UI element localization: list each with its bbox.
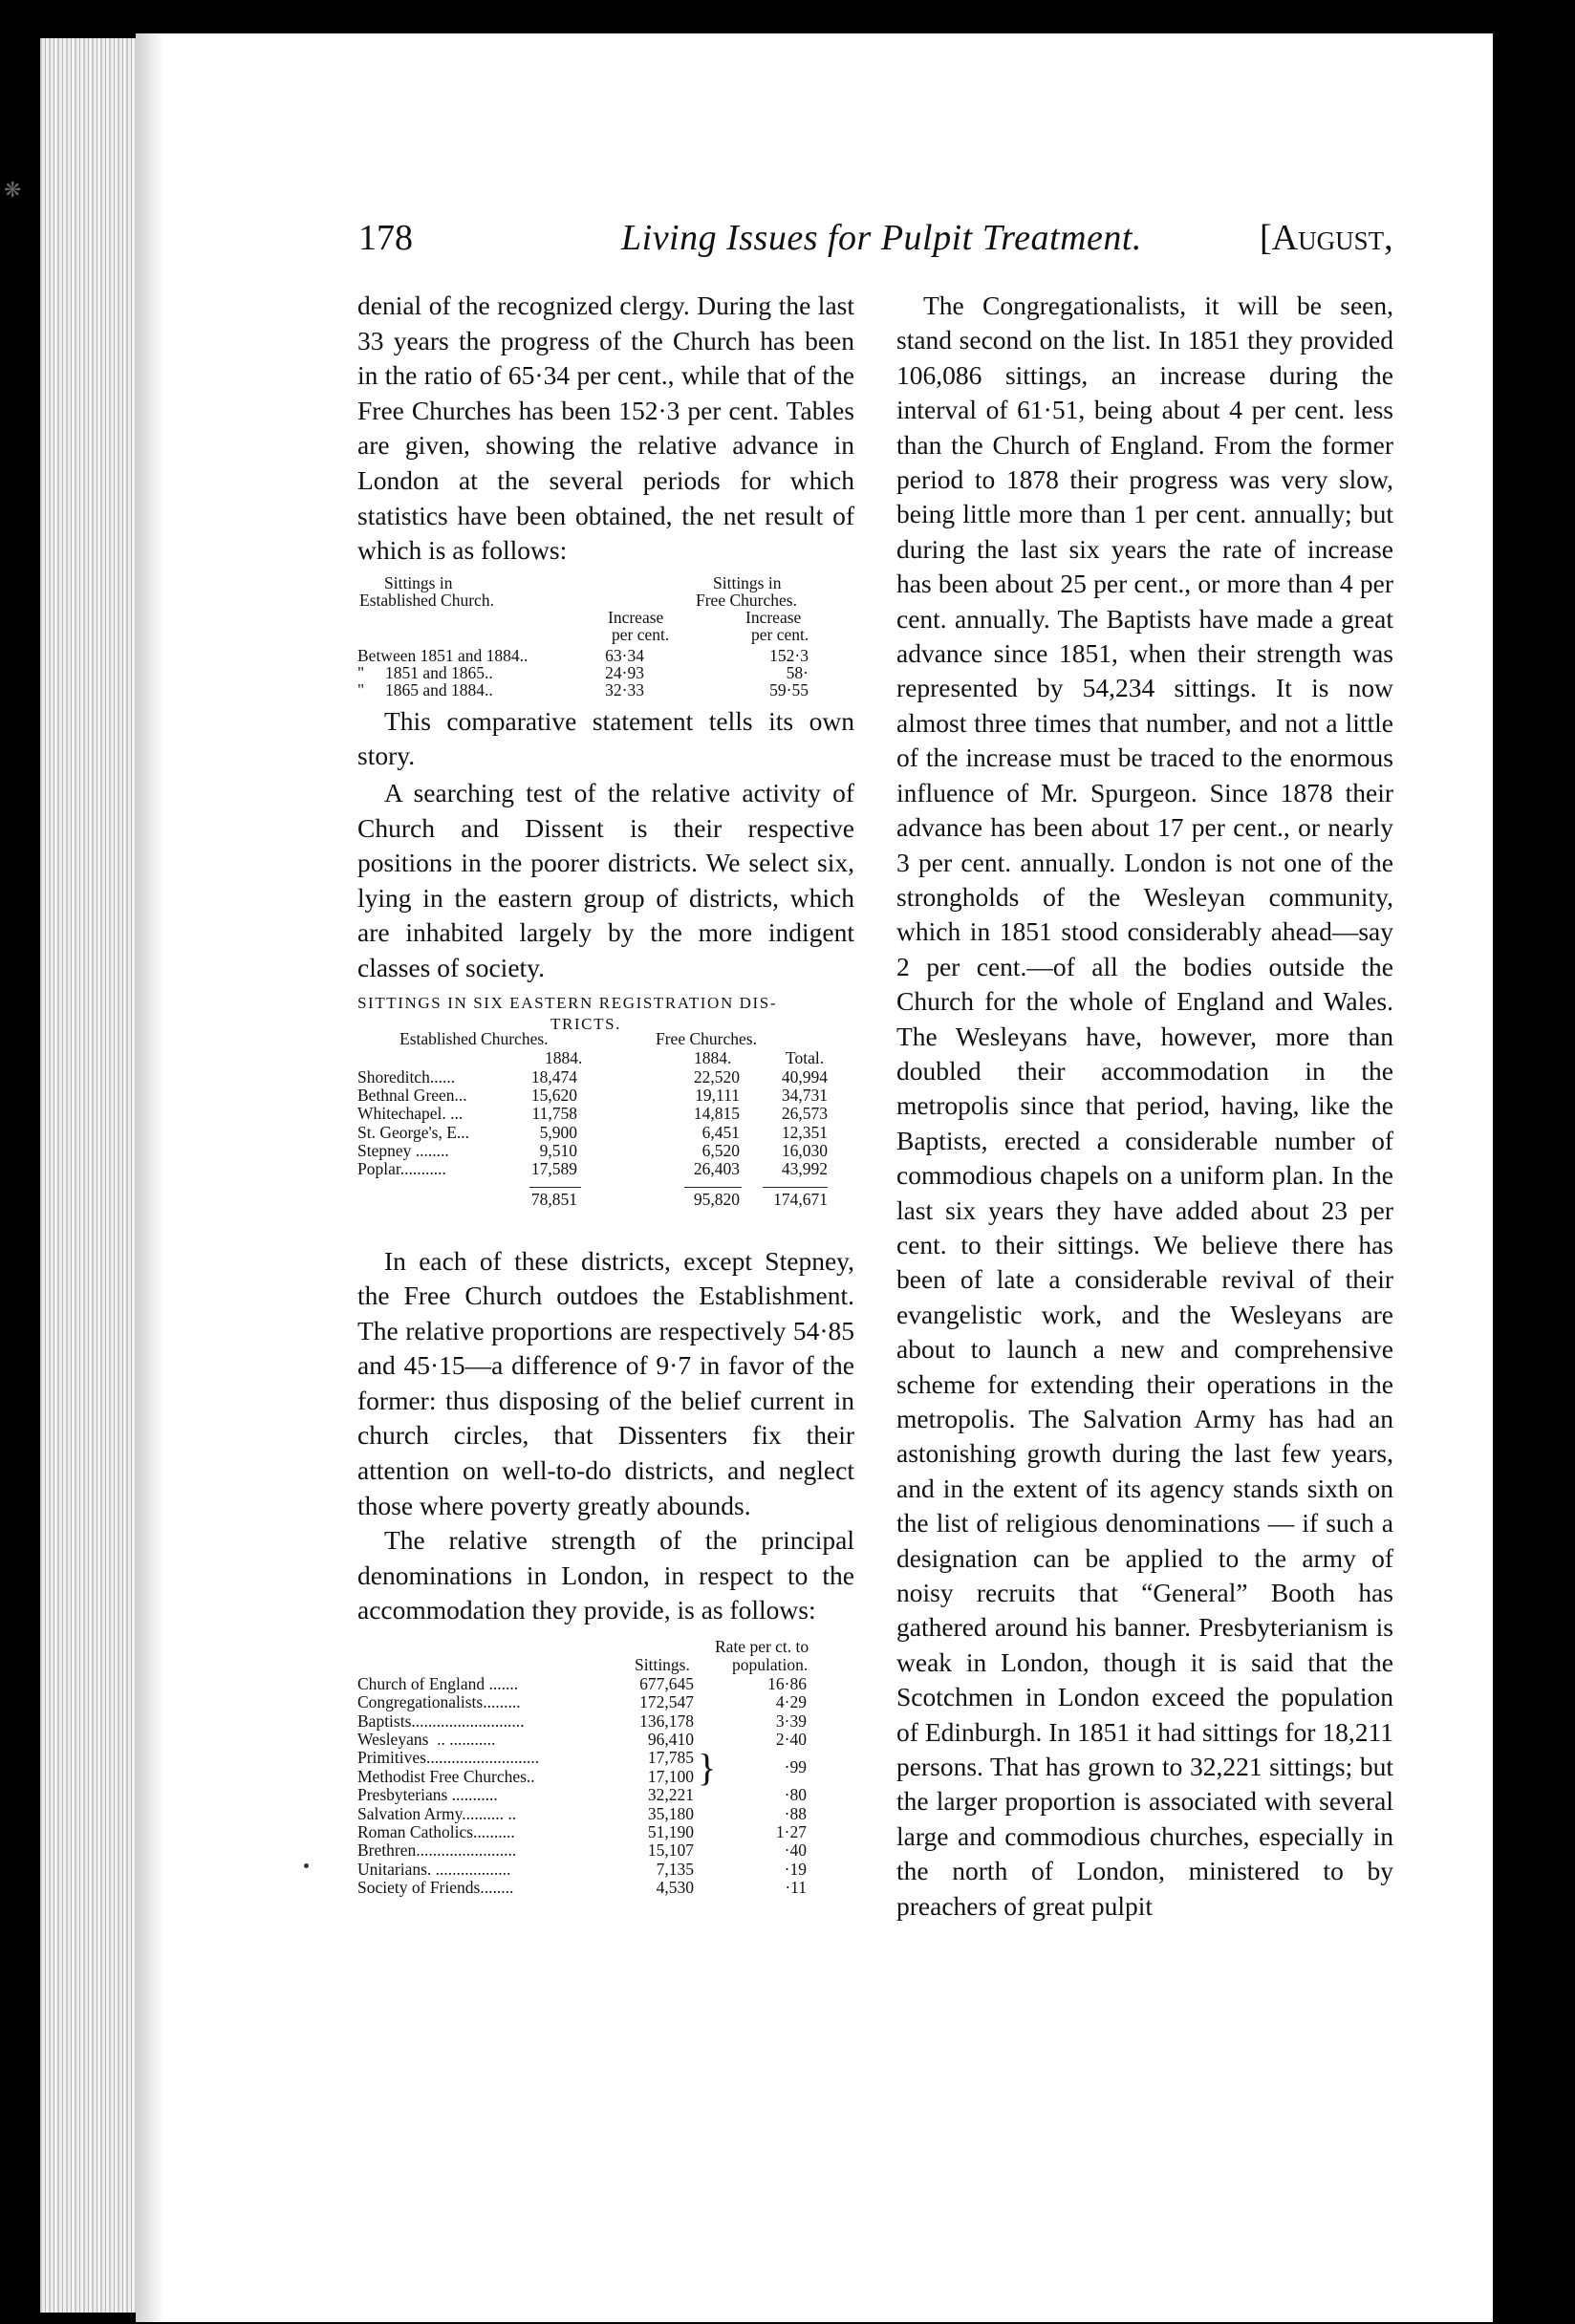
table-row — [357, 1068, 854, 1087]
table-row — [357, 1105, 854, 1123]
sum-rule — [529, 1187, 581, 1188]
table-head: Established Churches. — [399, 1028, 549, 1048]
cell: 6,520 — [701, 1141, 740, 1161]
row-value: 24·93 — [605, 662, 644, 682]
table-subhead: 1884. — [545, 1047, 583, 1067]
table-row — [357, 1693, 854, 1711]
table-head: Established Church. — [359, 590, 494, 610]
running-title: Living Issues for Pulpit Treatment. — [621, 218, 1142, 258]
table-head: Sittings in — [713, 572, 782, 592]
table-row — [357, 1823, 854, 1841]
cell: 11,758 — [531, 1104, 577, 1124]
denomination-name: Salvation Army.......... .. — [357, 1803, 517, 1823]
gutter-shadow — [136, 33, 164, 2322]
cell: ·40 — [784, 1840, 807, 1861]
table-subhead: Total. — [786, 1047, 825, 1067]
row-label: " 1865 and 1884.. — [357, 679, 493, 699]
table-head: population. — [732, 1655, 809, 1675]
cell: 34,731 — [781, 1085, 828, 1105]
district-name: Poplar........... — [357, 1159, 446, 1179]
table-title: TRICTS. — [550, 1014, 622, 1033]
left-column — [357, 289, 854, 1925]
cell: 17,100 — [647, 1766, 694, 1786]
table-row — [357, 1786, 854, 1804]
cell: 26,403 — [693, 1159, 740, 1179]
cell: 3·39 — [775, 1711, 807, 1731]
ink-speck — [304, 1863, 309, 1868]
denomination-name: Presbyterians ........... — [357, 1785, 498, 1805]
table-title: SITTINGS IN SIX EASTERN REGISTRATION DIS- — [357, 993, 778, 1012]
table-head: Free Churches. — [656, 1028, 757, 1048]
table-row — [357, 681, 854, 699]
district-name: Stepney ........ — [357, 1141, 449, 1161]
denomination-name: Brethren........................ — [357, 1840, 517, 1861]
cell: 26,573 — [781, 1104, 828, 1124]
cell: 2·40 — [775, 1729, 807, 1749]
cell: ·88 — [784, 1803, 807, 1823]
cell: ·11 — [785, 1878, 807, 1898]
table-row — [357, 1087, 854, 1105]
paragraph: The Congregationalists, it will be seen, stand second on the list. In 1851 they provided 106,086 sittings, an increase during the interval of 61·51, being about 4 per cent. less than the Church of England. From the former period to 1878 their progress was very slow, being little more than 1 per cent. annually; but during the last six years the rate of increase has been about 25 per cent., or more than 4 per cent. annually. The Baptists have made a great advance since 1851, when their strength was represented by 54,234 sittings. It is now almost three times that number, and not a little of the increase must be traced to the enormous influence of Mr. Spurgeon. Since 1878 their advance has been about 17 per cent., or nearly 3 per cent. annually. London is not one of the strongholds of the Wesleyan community, which in 1851 stood considerably ahead—say 2 per cent.—of all the bodies outside the Church for the whole of England and Wales. The Wesleyans have, however, more than doubled their accommodation in the metropolis since that period, having, like the Baptists, erected a considerable number of commodious chapels on a uniform plan. In the last six years they have added about 23 per cent. to their sittings. We believe there has been of late a considerable revival of their evangelistic work, and the Wesleyans are about to launch a new and comprehensive scheme for extending their operations in the metropolis. The Salvation Army has had an astonishing growth during the last few years, and in the extent of its agency stands sixth on the list of religious denominations — if such a designation can be applied to the army of noisy recruits that “General” Booth has gathered around his banner. Presbyterianism is weak in London, though it is said that the Scotchmen in London exceed the population of Edinburgh. In 1851 it had sittings for 18,211 persons. That has grown to 32,221 sittings; but the larger proportion is associated with several large and commodious churches, especially in the north of London, ministered to by preachers of great pulpit — [896, 290, 1393, 1921]
cell: 1·27 — [775, 1821, 807, 1841]
table-subhead: per cent. — [612, 624, 670, 644]
row-value: 58· — [786, 662, 809, 682]
cell: 96,410 — [647, 1729, 694, 1749]
table-row — [357, 1142, 854, 1160]
sum-rule — [684, 1187, 742, 1188]
page-number: 178 — [358, 218, 413, 258]
table-row — [357, 1861, 854, 1879]
table-head: Free Churches. — [696, 590, 797, 610]
cell: 6,451 — [701, 1122, 740, 1142]
table-head: Rate per ct. to — [715, 1637, 809, 1657]
cell: 32,221 — [647, 1785, 694, 1805]
paragraph: This comparative statement tells its own story. — [357, 705, 854, 771]
right-column — [896, 289, 1393, 1924]
paragraph: A searching test of the relative activity of Church and Dissent is their respective positions in the poorer districts. We select six, lying in the eastern group of districts, which are inhabited largely by the more indigent classes of society. — [357, 777, 854, 982]
table-row — [357, 647, 854, 664]
total-cell: 174,671 — [773, 1189, 828, 1209]
sum-rule — [763, 1187, 828, 1188]
cell: 136,178 — [639, 1711, 694, 1731]
cell: 5,900 — [539, 1122, 577, 1142]
table-row — [357, 1731, 854, 1749]
cell: 18,474 — [530, 1066, 577, 1087]
row-value: 152·3 — [769, 645, 809, 665]
district-name: Whitechapel. ... — [357, 1104, 464, 1124]
book-spine-edge — [40, 38, 136, 2313]
total-cell: 78,851 — [530, 1189, 577, 1209]
denomination-name: Unitarians. .................. — [357, 1859, 511, 1879]
denomination-name: Methodist Free Churches.. — [357, 1766, 535, 1786]
table-head: Sittings. — [635, 1655, 690, 1675]
section-label: [August, — [1260, 218, 1393, 258]
cell: 12,351 — [781, 1122, 828, 1142]
increase-table — [357, 574, 854, 702]
row-label: " 1851 and 1865.. — [357, 662, 493, 682]
denomination-name: Primitives........................... — [357, 1748, 540, 1768]
cell: ·80 — [784, 1785, 807, 1805]
row-value: 32·33 — [605, 679, 644, 699]
table-row — [357, 1124, 854, 1142]
cell: 172,547 — [639, 1692, 694, 1712]
table-row — [357, 1805, 854, 1823]
cell: 51,190 — [647, 1821, 694, 1841]
denomination-name: Baptists........................... — [357, 1711, 525, 1731]
cell: 15,620 — [530, 1085, 577, 1105]
denomination-name: Society of Friends........ — [357, 1878, 514, 1898]
cell: 22,520 — [693, 1066, 740, 1087]
table-subhead: Increase — [745, 607, 802, 627]
cell: 40,994 — [781, 1066, 828, 1087]
cell: 19,111 — [695, 1085, 740, 1105]
cell: 9,510 — [539, 1141, 577, 1161]
totals-row — [357, 1179, 854, 1208]
denomination-name: Roman Catholics.......... — [357, 1821, 515, 1841]
table-head: Sittings in — [384, 572, 453, 592]
district-name: Shoreditch...... — [357, 1066, 456, 1087]
brace-icon: } — [698, 1746, 717, 1790]
row-value: 63·34 — [605, 645, 644, 665]
cell: ·19 — [784, 1859, 807, 1879]
district-name: Bethnal Green... — [357, 1085, 467, 1105]
cell: 35,180 — [647, 1803, 694, 1823]
paragraph: In each of these districts, except Stepney, the Free Church outdoes the Establishment. The relative proportions are respectively 54·85 and 45·15—a difference of 9·7 in favor of the former: thus disposing of the belief current in church circles, that Dissenters fix their attention on well-to-do districts, and neglect those where poverty greatly abounds. — [357, 1245, 854, 1520]
cell: 16·86 — [767, 1673, 807, 1693]
cell: 677,645 — [639, 1673, 694, 1693]
cell: 17,589 — [530, 1159, 577, 1179]
denominations-table — [357, 1638, 854, 1925]
cell: ·99 — [784, 1756, 807, 1776]
denomination-name: Church of England ....... — [357, 1673, 519, 1693]
cell: 14,815 — [693, 1104, 740, 1124]
row-value: 59·55 — [769, 679, 809, 699]
cell: 16,030 — [781, 1141, 828, 1161]
total-cell: 95,820 — [693, 1189, 740, 1209]
district-name: St. George's, E... — [357, 1122, 470, 1142]
table-row — [357, 1160, 854, 1178]
table-row — [357, 1879, 854, 1897]
paragraph: The relative strength of the principal denominations in London, in respect to the accommodation they provide, is as follows: — [357, 1525, 854, 1625]
cell: 17,785 — [647, 1748, 694, 1768]
scan-border — [1497, 0, 1575, 2324]
row-label: Between 1851 and 1884.. — [357, 645, 529, 665]
denomination-name: Wesleyans .. ........... — [357, 1729, 496, 1749]
denomination-name: Congregationalists......... — [357, 1692, 521, 1712]
table-subhead: Increase — [608, 607, 664, 627]
cell: 4,530 — [656, 1878, 694, 1898]
cell: 15,107 — [647, 1840, 694, 1861]
table-subhead: per cent. — [751, 624, 809, 644]
districts-table — [357, 994, 854, 1244]
cell: 43,992 — [781, 1159, 828, 1179]
paragraph: denial of the recognized clergy. During the last 33 years the progress of the Church has been in the ratio of 65·34 per cent., while that of the Free Churches has been 152·3 per cent. Tables are given, showing the relative advance in London at the several periods for which statistics have been obtained, the net result of which is as follows: — [357, 290, 854, 566]
table-row — [357, 1712, 854, 1731]
table-subhead: 1884. — [694, 1047, 732, 1067]
table-row — [357, 1675, 854, 1693]
table-row — [357, 1841, 854, 1860]
cell: 4·29 — [775, 1692, 807, 1712]
table-row — [357, 664, 854, 681]
cell: 7,135 — [656, 1859, 694, 1879]
ink-blot-icon: ❋ — [4, 178, 22, 202]
